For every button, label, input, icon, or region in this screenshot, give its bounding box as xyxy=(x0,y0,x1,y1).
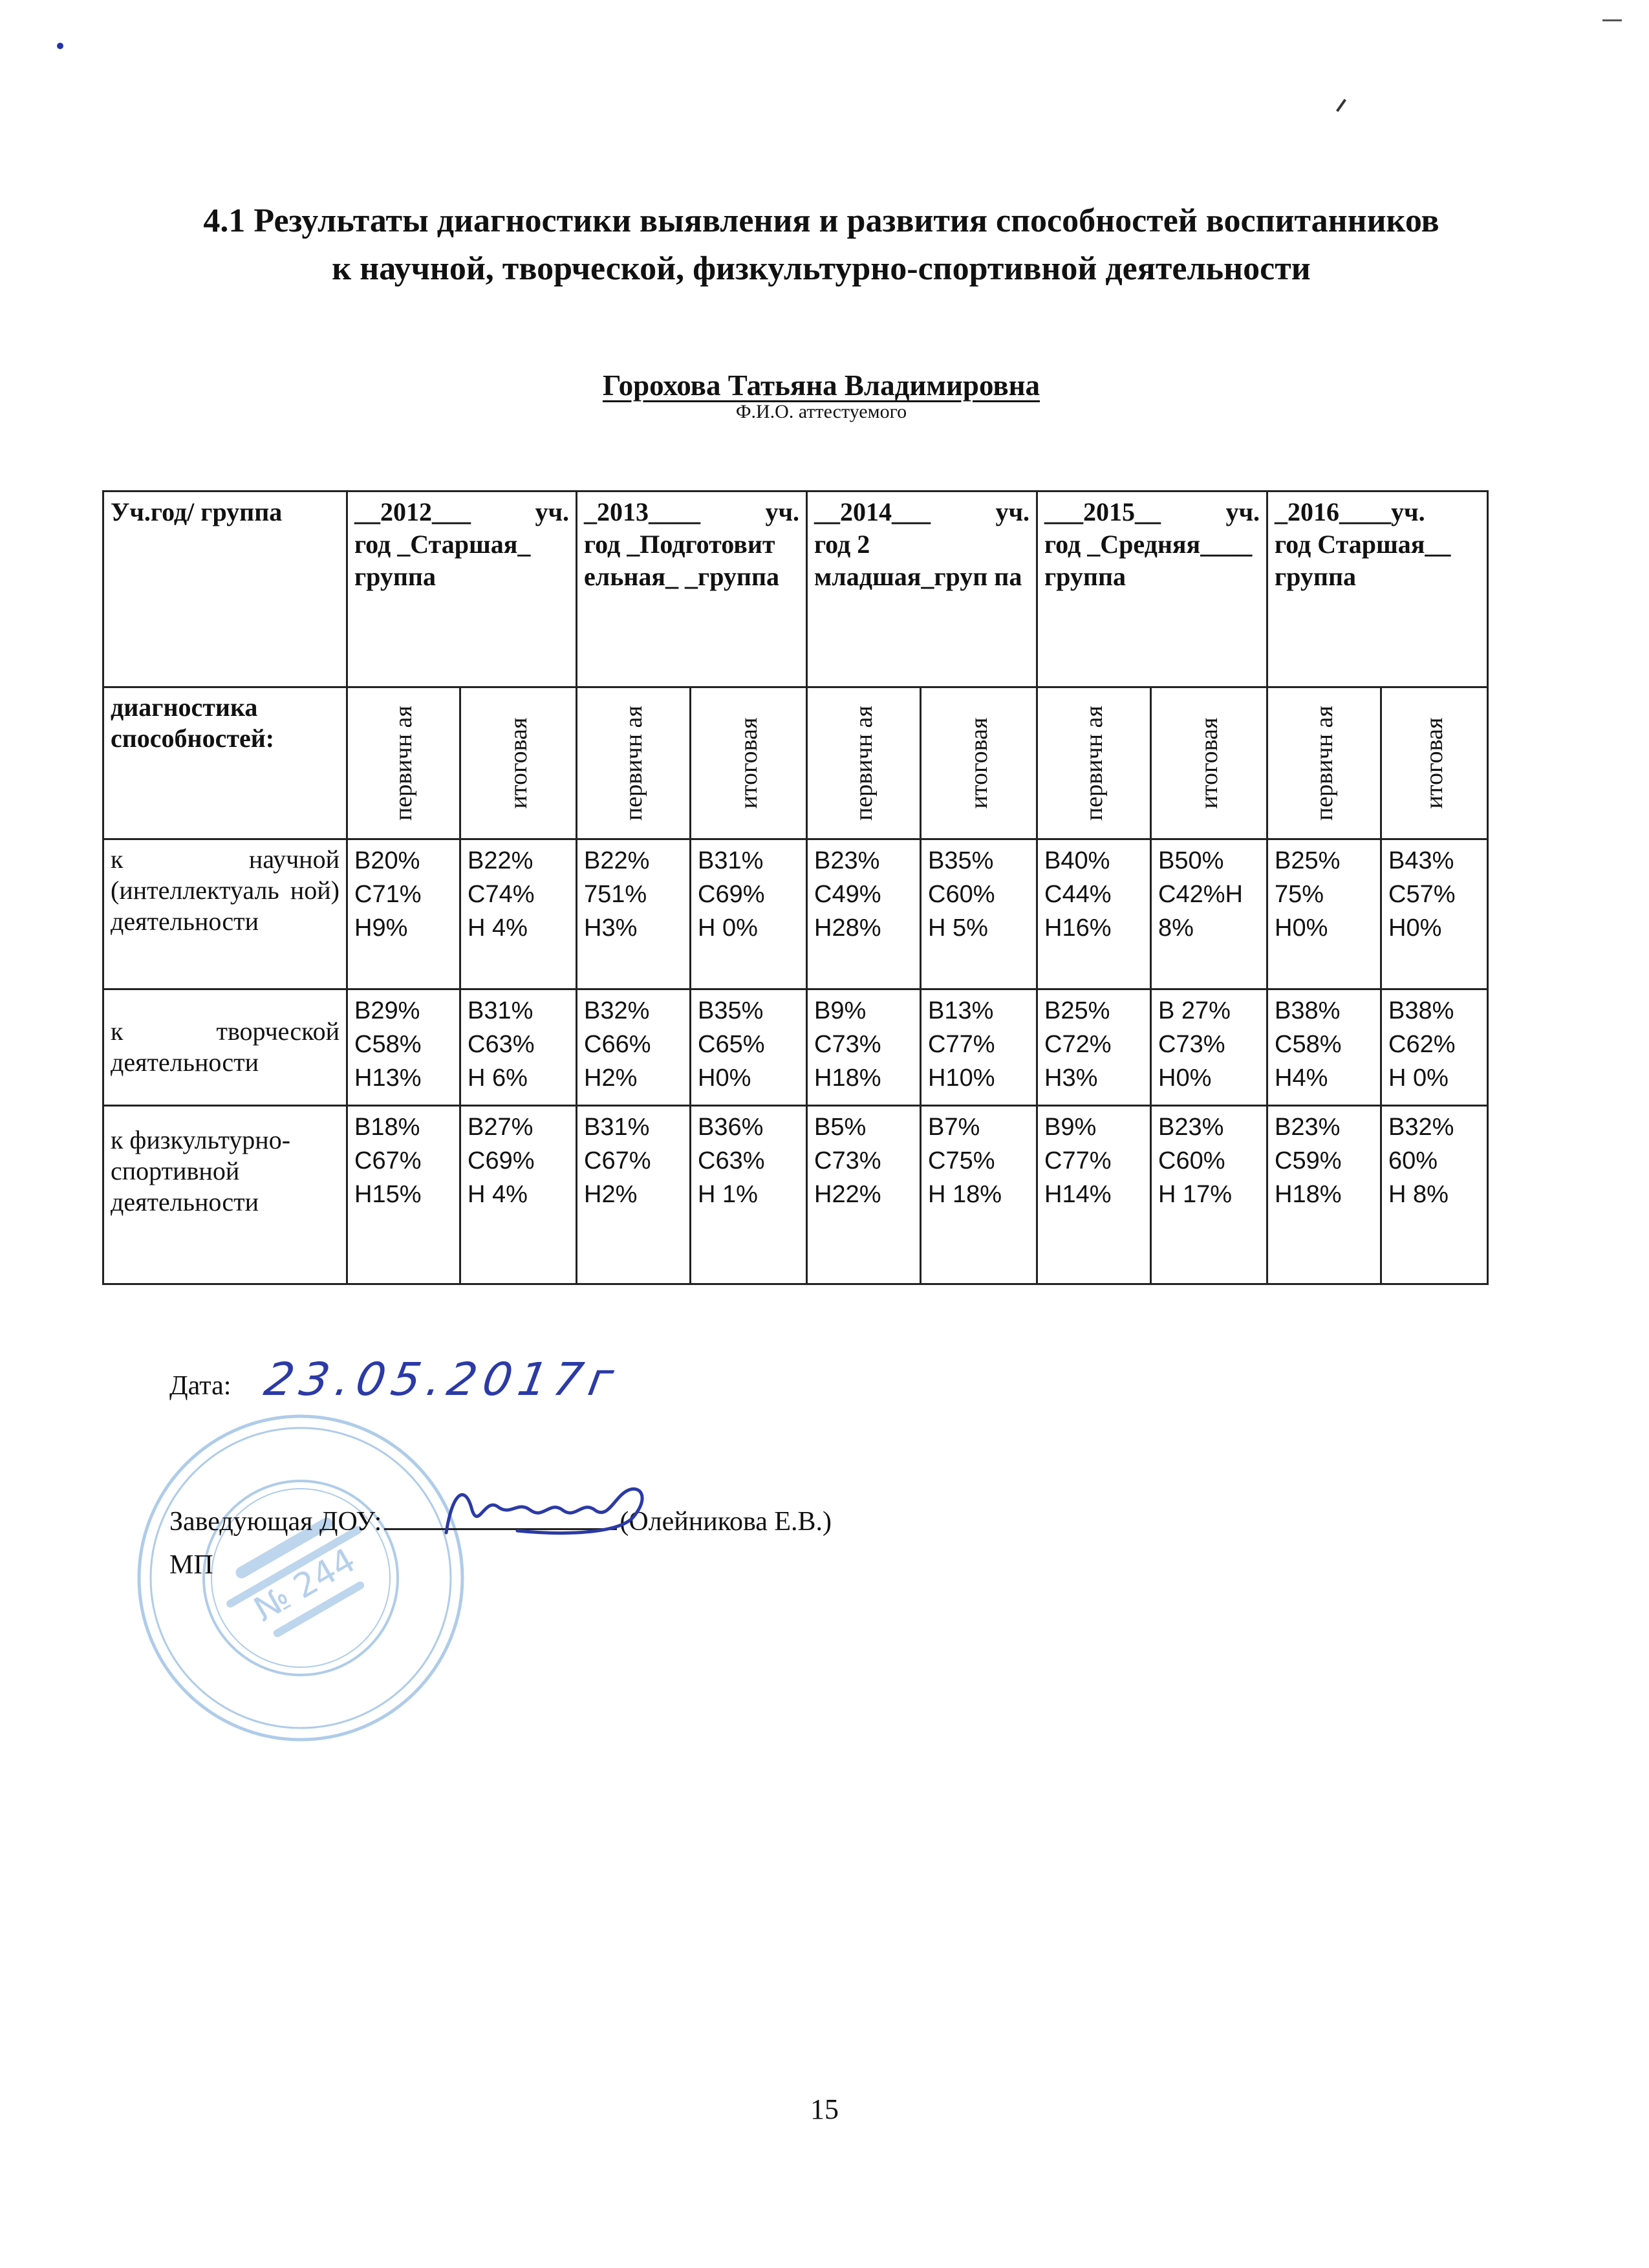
table-cell: В18% С67% Н15% xyxy=(347,1106,460,1284)
table-cell: В25% С72% Н3% xyxy=(1037,989,1151,1106)
table-cell: В9% С73% Н18% xyxy=(807,989,921,1106)
table-cell: В25% 75% Н0% xyxy=(1267,839,1381,989)
subheader-final: итоговая xyxy=(460,687,577,839)
table-cell: В23% С49% Н28% xyxy=(807,839,921,989)
author-caption: Ф.И.О. аттестуемого xyxy=(735,401,907,422)
handwritten-signature xyxy=(440,1471,660,1549)
subheader-final: итоговая xyxy=(1151,687,1267,839)
table-cell: В7% С75% Н 18% xyxy=(921,1106,1037,1284)
row-label: к научной (интеллектуаль ной) деятельности xyxy=(103,839,347,989)
table-cell: В22% С74% Н 4% xyxy=(460,839,577,989)
page-number: 15 xyxy=(810,2093,839,2125)
subheader-primary: первичн ая xyxy=(347,687,460,839)
scan-mark xyxy=(1602,19,1622,21)
table-row-scientific xyxy=(103,839,1488,989)
date-label: Дата: xyxy=(169,1371,232,1401)
table-cell: В22% 751% Н3% xyxy=(577,839,691,989)
subheader-primary: первичн ая xyxy=(1267,687,1381,839)
year-header-2014: __2014___ уч. год 2 младшая_груп па xyxy=(807,491,1037,687)
table-cell: В13% С77% Н10% xyxy=(921,989,1037,1106)
mp-label: МП xyxy=(169,1550,213,1580)
table-cell: В32% 60% Н 8% xyxy=(1381,1106,1488,1284)
table-cell: В32% С66% Н2% xyxy=(577,989,691,1106)
row-label: к физкультурно- спортивной деятельности xyxy=(103,1106,347,1284)
year-header-2012: __2012___ уч. год _Старшая_ группа xyxy=(347,491,577,687)
subheader-primary: первичн ая xyxy=(807,687,921,839)
table-cell: В35% С65% Н0% xyxy=(691,989,807,1106)
subheader-primary: первичн ая xyxy=(577,687,691,839)
table-subheader-row xyxy=(103,687,1488,839)
table-cell: В38% С58% Н4% xyxy=(1267,989,1381,1106)
table-cell: В 27% С73% Н0% xyxy=(1151,989,1267,1106)
year-header-2016: _2016____уч. год Старшая__ группа xyxy=(1267,491,1488,687)
ink-dot xyxy=(57,43,63,49)
head-label: Заведующая ДОУ: xyxy=(169,1507,382,1537)
table-cell: В20% С71% Н9% xyxy=(347,839,460,989)
subheader-final: итоговая xyxy=(691,687,807,839)
pen-mark xyxy=(1336,99,1346,112)
year-header-2013: _2013____ уч. год _Подготовит ельная_ _группа xyxy=(577,491,807,687)
row-label: к творческой деятельности xyxy=(103,989,347,1106)
table-cell: В23% С60% Н 17% xyxy=(1151,1106,1267,1284)
author-name: Горохова Татьяна Владимировна xyxy=(602,369,1040,402)
table-cell: В31% С63% Н 6% xyxy=(460,989,577,1106)
table-row-creative xyxy=(103,989,1488,1106)
document-title: 4.1 Результаты диагностики выявления и развития способностей воспитанников к научной, творческой, физкультурно-спортивной деятельности xyxy=(203,202,1439,287)
table-cell: В27% С69% Н 4% xyxy=(460,1106,577,1284)
subheader-primary: первичн ая xyxy=(1037,687,1151,839)
corner-header: Уч.год/ группа xyxy=(103,491,347,687)
table-cell: В31% С67% Н2% xyxy=(577,1106,691,1284)
table-cell: В29% С58% Н13% xyxy=(347,989,460,1106)
table-row-sports xyxy=(103,1106,1488,1284)
table-cell: В5% С73% Н22% xyxy=(807,1106,921,1284)
table-cell: В38% С62% Н 0% xyxy=(1381,989,1488,1106)
handwritten-date: 23.05.2017г xyxy=(260,1353,624,1406)
diagnostics-label: диагностика способностей: xyxy=(103,687,347,839)
head-name: (Олейникова Е.В.) xyxy=(620,1507,832,1537)
subheader-final: итоговая xyxy=(1381,687,1488,839)
table-cell: В40% С44% Н16% xyxy=(1037,839,1151,989)
table-cell: В31% С69% Н 0% xyxy=(691,839,807,989)
table-header-row xyxy=(103,491,1488,687)
diagnostics-table xyxy=(102,490,1489,1285)
table-cell: В23% С59% Н18% xyxy=(1267,1106,1381,1284)
svg-text:№ 244: № 244 xyxy=(247,1540,363,1630)
table-cell: В50% С42%Н 8% xyxy=(1151,839,1267,989)
table-cell: В43% С57% Н0% xyxy=(1381,839,1488,989)
table-cell: В35% С60% Н 5% xyxy=(921,839,1037,989)
table-cell: В36% С63% Н 1% xyxy=(691,1106,807,1284)
table-cell: В9% С77% Н14% xyxy=(1037,1106,1151,1284)
subheader-final: итоговая xyxy=(921,687,1037,839)
year-header-2015: ___2015__ уч. год _Средняя____ группа xyxy=(1037,491,1267,687)
